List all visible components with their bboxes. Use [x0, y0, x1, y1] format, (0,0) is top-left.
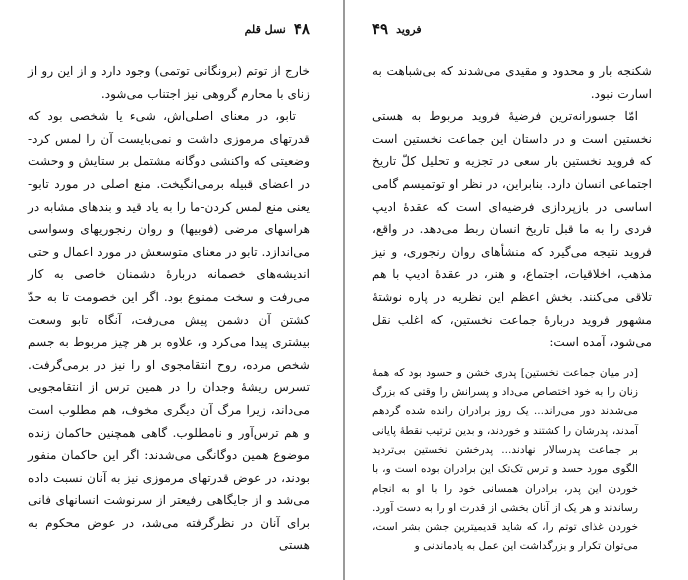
right-paragraph-1: شکنجه بار و محدود و مقیدی می‌شدند که بی‌شباهت به اسارت نبود.: [372, 64, 652, 101]
left-running-title: نسل قلم: [244, 22, 286, 36]
left-paragraph-2: تابو، در معنای اصلی‌اش، شیء یا شخصی بود که قدرتهای مرموزی داشت و نمی‌بایست آن را لمس کرد-وضعیتی که واکنشی دوگانه مشتمل بر ستایش و وحشت در اعضای قبیله برمی‌انگیخت. منع اصلی در مورد تابو-یعنی منع لمس کردن-ما را به یاد قید و بندهای مشابه در هراسهای مرضی (فوبیها) و روان رنجوریهای وسواسی می‌اندازد. تابو در معنای متوسعش در مورد اعمال و حتی اندیشه‌های خصمانه دربارهٔ دشمنان خاصی به کار می‌رفت و سخت ممنوع بود. اگر این خصومت تا به حدّ کشتن آن دشمن پیش می‌رفت، آنگاه تابو وسعت بیشتری پیدا می‌کرد و، علاوه بر هر چیز مربوط به جسم شخص مرده، روح انتقامجوی او را نیز در برمی‌گرفت. تسرس ریشهٔ وجدان را در همین ترس از انتقامجویی می‌داند، زیرا مرگ آن دیگری مخوف، هم مطلوب است و هم ترس‌آور و نامطلوب. گاهی همچنین حاکمان زنده موضوع همین دوگانگی می‌شدند: اگر این حاکمان منفور بودند، در عوض قدرتهای مرموزی نیز به آنان نسبت داده می‌شد و از جایگاهی رفیعتر از سرنوشت انسانهای فانی برای آنان در نظرگرفته می‌شد، در عوض محکوم به هستی: [28, 109, 310, 553]
left-page-number: ۴۸: [293, 20, 310, 38]
left-page-body: [28, 60, 310, 557]
left-paragraph-1: خارج از توتم (برونگانی توتمی) وجود دارد و از این رو از زنای با محارم گروهی نیز اجتناب می‌شود.: [28, 64, 310, 101]
block-quote: [372, 364, 652, 557]
right-page-number: ۴۹: [372, 20, 389, 38]
right-page: [344, 0, 688, 580]
quote-text: [در میان جماعت نخستین] پدری خشن و حسود بود که همهٔ زنان را به خود اختصاص می‌داد و پسرانش را وقتی که بزرگ می‌شدند دور می‌راند... یک روز برادران رانده شده گردهم آمدند، پدرشان را کشتند و خوردند، و بدین ترتیب نقطهٔ پایانی بر جماعت پدرسالار نهادند... پدرخشن نخستین بی‌تردید الگوی مورد حسد و ترس تک‌تک این برادران بوده است و، با خوردن این پدر، برادران همسانی خود را با او به انجام رساندند و هر یک از آنان بخشی از قدرت او را به دست آورد. خوردن غذای توتم را، که شاید قدیمیترین جشن بشر است، می‌توان تکرار و بزرگداشت این عمل به یادماندنی و: [372, 366, 638, 553]
left-page-header: [28, 18, 310, 40]
right-page-body: [372, 60, 652, 354]
left-header-group: [245, 20, 310, 38]
right-running-title: فروید: [396, 22, 422, 36]
right-page-header: [372, 18, 652, 40]
right-paragraph-2: امّا جسورانه‌ترین فرضیهٔ فروید مربوط به هستی نخستین است و در داستان این جماعت نخستین است که فروید نخستین بار سعی در تجزیه و تحلیل کلّ تاریخ اجتماعی انسان دارد. بنابراین، در نظر او توتمیسم گامی اساسی در بازپردازی فرضیه‌ای است که عقدهٔ ادیپ فردی را به ما قبل تاریخ انسان ربط می‌دهد. در واقع، فروید نتیجه می‌گیرد که منشأهای روان رنجوری، و نیز مذهب، اخلاقیات، اجتماع، و هنر، در عقدهٔ ادیپ با هم تلاقی می‌کنند. بخش اعظم این نظریه در پاره نوشتهٔ مشهور فروید دربارهٔ جماعت نخستین، که اغلب نقل می‌شود، آمده است:: [372, 109, 652, 350]
right-header-group: [372, 20, 422, 38]
